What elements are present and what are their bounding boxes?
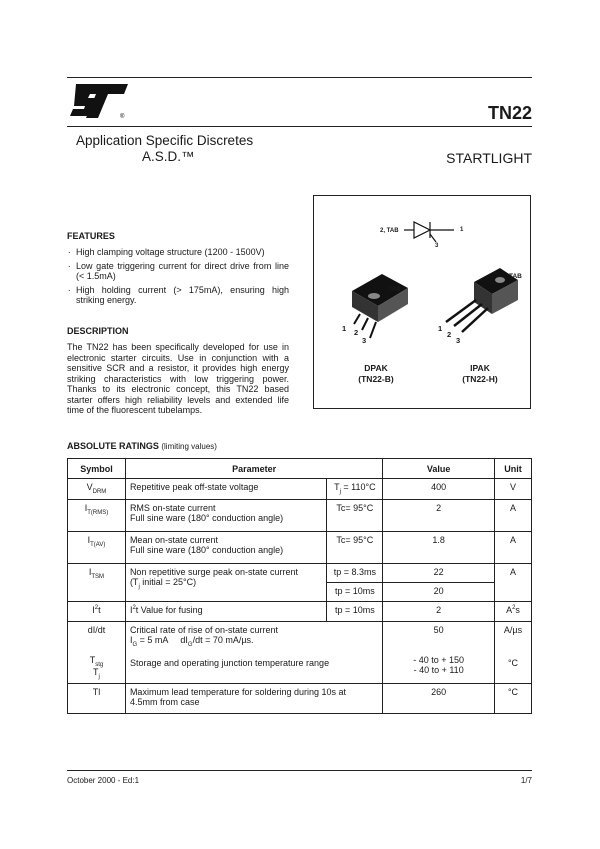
value-cell: - 40 to + 150 - 40 to + 110 (383, 652, 495, 684)
feature-item: . Low gate triggering current for direct drive from line (< 1.5mA) (67, 261, 289, 282)
subtitle-line2: A.S.D.™ (142, 149, 195, 164)
col-parameter: Parameter (125, 459, 382, 479)
value-cell: 2 (383, 602, 495, 622)
unit-cell: $A^2s$ (495, 602, 532, 622)
symbol-pin-bottom: 3 (435, 243, 439, 249)
ratings-heading-line (67, 441, 217, 451)
dpak-label (338, 363, 414, 385)
condition-cell: Tc= 95°C (327, 532, 383, 564)
col-value: Value (383, 459, 495, 479)
table-row (68, 479, 532, 500)
subtitle-line1: Application Specific Discretes (76, 133, 254, 148)
condition-cell: tp = 10ms (327, 602, 383, 622)
ratings-table (67, 458, 532, 714)
value-cell: 22 (383, 564, 495, 583)
svg-text:®: ® (120, 114, 125, 120)
symbol-cell: Tl (68, 684, 126, 714)
features-list (67, 247, 289, 309)
dpak-pin2: 2 (354, 328, 359, 337)
parameter-cell: $I^2t$ Value for fusing (125, 602, 326, 622)
parameter-cell: Critical rate of rise of on-state current $I_G = 5$ mA $dI_G/dt = 70$ mA/µs. (125, 622, 382, 652)
ipak-pin3: 3 (456, 336, 461, 345)
symbol-pin-left: 2, TAB (380, 228, 399, 234)
description-text: The TN22 has been specifically developed for use in electronic starter circuits. Use in conjunction with a sensitive SCR and a resistor, it provides high energy striking characteristics with low triggering power. Thanks to its electronic concept, this TN22 based starter offers high reliability levels and extended life time of the fluorescent tubelamps. (67, 342, 289, 415)
symbol-cell: $V_{DRM}$ (68, 479, 126, 500)
features-heading: FEATURES (67, 231, 115, 241)
unit-cell: V (495, 479, 532, 500)
value-cell: 20 (383, 583, 495, 602)
st-logo (68, 82, 130, 120)
unit-cell: A (495, 532, 532, 564)
col-symbol: Symbol (68, 459, 126, 479)
dpak-pin1: 1 (342, 324, 347, 333)
footer-date: October 2000 - Ed:1 (67, 776, 140, 785)
table-row (68, 652, 532, 684)
dpak-name: DPAK (364, 363, 388, 373)
dpak-pin3: 3 (362, 336, 367, 345)
feature-item: . High clamping voltage structure (1200 - 1500V) (67, 247, 289, 258)
symbol-pin-right: 1 (460, 227, 464, 233)
top-rule (67, 77, 532, 78)
table-row (68, 500, 532, 532)
table-row (68, 602, 532, 622)
condition-cell: Tc= 95°C (327, 500, 383, 532)
header-rule (67, 126, 532, 127)
condition-cell: $T_j = 110^\circ C$ (327, 479, 383, 500)
parameter-cell: Repetitive peak off-state voltage (125, 479, 326, 500)
table-header-row (68, 459, 532, 479)
product-type: STARTLIGHT (446, 150, 532, 166)
parameter-cell: Mean on-state current Full sine ware (180° conduction angle) (125, 532, 326, 564)
page-number: 1/7 (520, 776, 532, 785)
symbol-cell: $I_{T(AV)}$ (68, 532, 126, 564)
symbol-cell: $I^2t$ (68, 602, 126, 622)
value-cell: 2 (383, 500, 495, 532)
col-unit: Unit (495, 459, 532, 479)
part-number: TN22 (487, 103, 532, 123)
unit-cell: °C (495, 652, 532, 684)
value-cell: 1.8 (383, 532, 495, 564)
footer-rule (67, 770, 532, 771)
ipak-pin1: 1 (438, 324, 443, 333)
symbol-cell: dI/dt (68, 622, 126, 652)
table-row (68, 684, 532, 714)
symbol-cell: $I_{T(RMS)}$ (68, 500, 126, 532)
dpak-code: (TN22-B) (358, 374, 394, 384)
parameter-cell: RMS on-state current Full sine ware (180° conduction angle) (125, 500, 326, 532)
feature-item: . High holding current (> 175mA), ensuring high striking energy. (67, 285, 289, 306)
table-row (68, 622, 532, 652)
symbol-cell: $I_{TSM}$ (68, 564, 126, 602)
unit-cell: A/µs (495, 622, 532, 652)
table-row (68, 564, 532, 583)
dpak-tab-label: TAB (388, 286, 401, 293)
parameter-cell: Storage and operating junction temperature range (125, 652, 382, 684)
table-row (68, 532, 532, 564)
ratings-heading-note: (limiting values) (161, 442, 217, 451)
condition-cell: tp = 10ms (327, 583, 383, 602)
ipak-label (442, 363, 518, 385)
value-cell: 260 (383, 684, 495, 714)
condition-cell: tp = 8.3ms (327, 564, 383, 583)
value-cell: 400 (383, 479, 495, 500)
symbol-cell: $T_{stg}$ $T_j$ (68, 652, 126, 684)
unit-cell: A (495, 564, 532, 602)
parameter-cell: Non repetitive surge peak on-state current ($T_j$ initial = 25°C) (125, 564, 326, 602)
package-diagram-box (313, 195, 531, 409)
parameter-cell: Maximum lead temperature for soldering during 10s at 4.5mm from case (125, 684, 382, 714)
unit-cell: °C (495, 684, 532, 714)
unit-cell: A (495, 500, 532, 532)
ratings-heading: ABSOLUTE RATINGS (67, 441, 159, 451)
ipak-pin2: 2 (447, 330, 452, 339)
ipak-tab-label: TAB (509, 273, 522, 280)
description-heading: DESCRIPTION (67, 326, 129, 336)
ipak-code: (TN22-H) (462, 374, 498, 384)
value-cell: 50 (383, 622, 495, 652)
ipak-name: IPAK (470, 363, 490, 373)
